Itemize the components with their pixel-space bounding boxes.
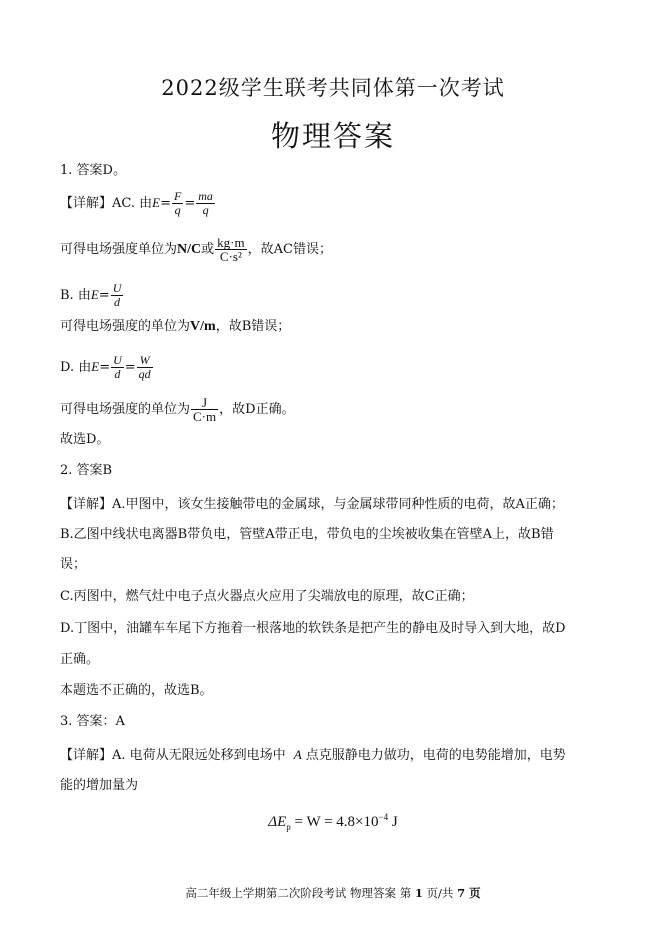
q3-eq-exp: −4 bbox=[378, 812, 389, 822]
footer-total-pages: 7 bbox=[457, 886, 466, 900]
eq3-lhs: E bbox=[91, 359, 100, 374]
unit-kgm-den: C·s² bbox=[215, 249, 246, 263]
q1-line3-prefix: 可得电场强度的单位为 bbox=[60, 319, 191, 334]
eq1-equals2: = bbox=[184, 196, 196, 211]
q1-line3-suffix: ，故B错误； bbox=[215, 319, 291, 334]
footer-post: 页 bbox=[465, 886, 481, 900]
eq3-f1-num: U bbox=[113, 353, 122, 367]
eq2-num: U bbox=[112, 281, 122, 295]
q1-detail-b bbox=[60, 282, 124, 309]
q2-conclusion: 本题选不正确的，故选B。 bbox=[60, 683, 213, 698]
q3-eq-unit: J bbox=[388, 814, 398, 830]
eq3-frac1 bbox=[111, 354, 124, 381]
eq1-equals: = bbox=[160, 196, 171, 211]
exam-title: 2022级学生联考共同体第一次考试 bbox=[161, 76, 505, 100]
eq2-den: d bbox=[111, 295, 124, 309]
q1-b-prefix: B. 由 bbox=[60, 288, 91, 303]
q3-a1-pre: 【详解】A. 电荷从无限远处移到电场中 bbox=[60, 748, 286, 763]
eq3-f1-den: d bbox=[111, 367, 124, 381]
q2-detail-b-line2: 误； bbox=[60, 557, 87, 572]
unit-vm: V/m bbox=[190, 319, 216, 334]
unit-jcm-den: C·m bbox=[193, 409, 217, 424]
q3-eq-sub: p bbox=[286, 822, 291, 832]
q1-unit-line-ac bbox=[60, 236, 332, 263]
q1-detail-ac bbox=[60, 190, 216, 217]
q3-answer: 3. 答案：A bbox=[60, 714, 125, 729]
q1-answer: 1. 答案D。 bbox=[60, 163, 126, 178]
eq3-equals: = bbox=[99, 360, 111, 375]
eq2-equals: = bbox=[98, 288, 110, 303]
unit-kgm-num: kg·m bbox=[217, 235, 245, 250]
eq2-frac bbox=[111, 282, 124, 309]
q2-detail-a: 【详解】A.甲图中，该女生接触带电的金属球，与金属球带同种性质的电荷，故A正确； bbox=[60, 497, 564, 512]
eq1-f1-num: F bbox=[174, 189, 182, 203]
q1-conclusion: 故选D。 bbox=[60, 432, 110, 447]
eq2-lhs: E bbox=[90, 287, 99, 302]
q1-unit-line-d bbox=[60, 396, 295, 423]
answer-title: 物理答案 bbox=[270, 119, 395, 153]
q2-detail-b-line1: B.乙图中线状电离器B带负电，管壁A带正电，带负电的尘埃被收集在管壁A上，故B错 bbox=[60, 527, 554, 542]
eq1-lhs: E bbox=[152, 195, 161, 210]
q2-detail-c: C.丙图中，燃气灶中电子点火器点火应用了尖端放电的原理，故C正确； bbox=[60, 589, 474, 604]
q2-answer: 2. 答案B bbox=[60, 463, 113, 478]
q3-point-a: A bbox=[293, 747, 302, 762]
eq1-f2-num: ma bbox=[198, 189, 213, 203]
q3-detail-a-line1 bbox=[60, 746, 566, 765]
eq1-frac2 bbox=[196, 190, 215, 217]
footer-page-number: 1 bbox=[414, 886, 423, 900]
q3-eq-mid: = W = 4.8×10 bbox=[294, 814, 379, 830]
unit-jcm-num: J bbox=[202, 395, 208, 410]
q1-line2-prefix: 可得电场强度单位为 bbox=[60, 242, 178, 257]
q3-eq-lhs: ΔE bbox=[268, 814, 287, 830]
eq1-f2-den: q bbox=[196, 203, 215, 217]
q1-detail-prefix: 【详解】AC. 由 bbox=[60, 196, 153, 211]
eq3-f2-den: qd bbox=[138, 367, 151, 381]
q3-a1-post: 点克服静电力做功，电荷的电势能增加，电势 bbox=[305, 748, 566, 763]
footer-mid: 页/共 bbox=[422, 886, 458, 900]
q1-line2-suffix: ，故AC错误； bbox=[247, 242, 332, 257]
unit-jcm-frac bbox=[191, 396, 218, 423]
q1-line4-prefix: 可得电场强度的单位为 bbox=[60, 402, 191, 417]
eq3-equals2: = bbox=[124, 360, 136, 375]
eq1-frac1 bbox=[172, 190, 183, 217]
q1-d-prefix: D. 由 bbox=[60, 360, 92, 375]
footer-pre: 高二年级上学期第二次阶段考试 物理答案 第 bbox=[185, 886, 415, 900]
eq1-f1-den: q bbox=[172, 203, 183, 217]
q2-detail-d-line2: 正确。 bbox=[60, 652, 100, 667]
or-text: 或 bbox=[201, 242, 215, 257]
unit-kgm-frac bbox=[215, 236, 246, 263]
q2-detail-d-line1: D.丁图中，油罐车车尾下方拖着一根落地的软铁条是把产生的静电及时导入到大地，故D bbox=[60, 621, 566, 636]
q3-detail-a-line2: 能的增加量为 bbox=[60, 778, 139, 793]
q1-unit-line-b bbox=[60, 318, 290, 336]
unit-nc: N/C bbox=[177, 242, 202, 257]
q1-detail-d bbox=[60, 354, 154, 381]
eq3-f2-num: W bbox=[139, 353, 150, 367]
eq3-frac2 bbox=[137, 354, 153, 381]
page-footer bbox=[0, 885, 666, 901]
q1-line4-suffix: ，故D正确。 bbox=[219, 402, 295, 417]
q3-equation bbox=[0, 812, 666, 832]
